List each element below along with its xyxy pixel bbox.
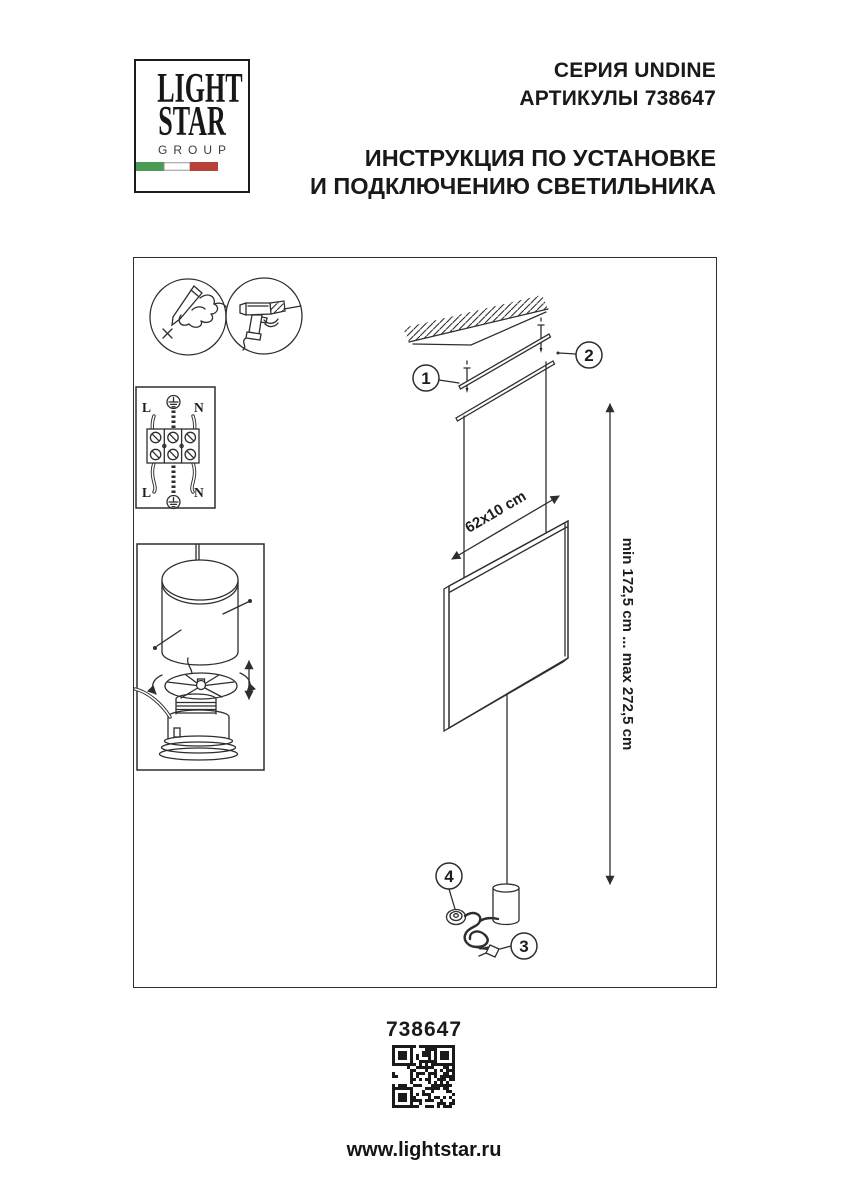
height-dimension — [610, 404, 636, 884]
logo-word-light: LIGHT — [157, 66, 243, 112]
ceiling-screw-left — [464, 361, 470, 393]
header-titles — [310, 57, 716, 200]
earth-symbol-top — [167, 396, 180, 409]
wiring-diagram — [136, 387, 215, 509]
label-l-bottom: L — [142, 485, 152, 500]
qr-code — [392, 1045, 455, 1108]
dimmer-knob — [447, 910, 466, 925]
callout-2 — [557, 342, 603, 368]
articles-title: АРТИКУЛЫ 738647 — [519, 87, 716, 110]
italian-flag-icon — [136, 162, 218, 171]
instruction-title-line2: И ПОДКЛЮЧЕНИЮ СВЕТИЛЬНИКА — [309, 173, 716, 199]
width-dimension-label: 62x10 cm — [462, 487, 530, 537]
series-title: СЕРИЯ UNDINE — [553, 59, 716, 82]
logo-word-group: GROUP — [157, 143, 232, 157]
diagram-frame — [133, 257, 717, 988]
website-url: www.lightstar.ru — [346, 1139, 502, 1161]
callout-3 — [500, 933, 537, 959]
flag-green-band — [136, 162, 164, 171]
installation-diagram — [134, 258, 715, 986]
mark-position-icon — [150, 279, 226, 355]
lightstar-logo — [134, 59, 250, 193]
ceiling-screw-right — [538, 318, 544, 353]
instruction-title-line1: ИНСТРУКЦИЯ ПО УСТАНОВКЕ — [364, 145, 716, 171]
label-n-bottom: N — [194, 485, 204, 500]
callout-3-label: 3 — [519, 937, 529, 956]
label-n-top: N — [194, 400, 204, 415]
shade-assembly-diagram — [135, 544, 264, 770]
ceiling — [403, 295, 548, 345]
flag-red-band — [190, 162, 218, 171]
callout-1 — [413, 365, 459, 391]
mounting-rail — [459, 334, 551, 389]
callout-4-label: 4 — [444, 867, 454, 886]
flag-white-band — [164, 163, 190, 170]
cable-coil — [465, 913, 498, 949]
label-l-top: L — [142, 400, 152, 415]
footer-article-number: 738647 — [385, 1018, 463, 1041]
callout-2-label: 2 — [584, 346, 594, 365]
drill-icon — [226, 278, 302, 354]
fixture-top-rail — [456, 361, 555, 421]
mounting-ring — [165, 673, 237, 699]
terminal-block — [147, 429, 199, 463]
callout-1-label: 1 — [421, 369, 431, 388]
height-dimension-label: min 172,5 cm ... max 272,5 cm — [619, 537, 636, 751]
logo-word-star: STAR — [158, 99, 226, 145]
callout-4 — [436, 863, 462, 909]
earth-symbol-bottom — [167, 496, 180, 509]
